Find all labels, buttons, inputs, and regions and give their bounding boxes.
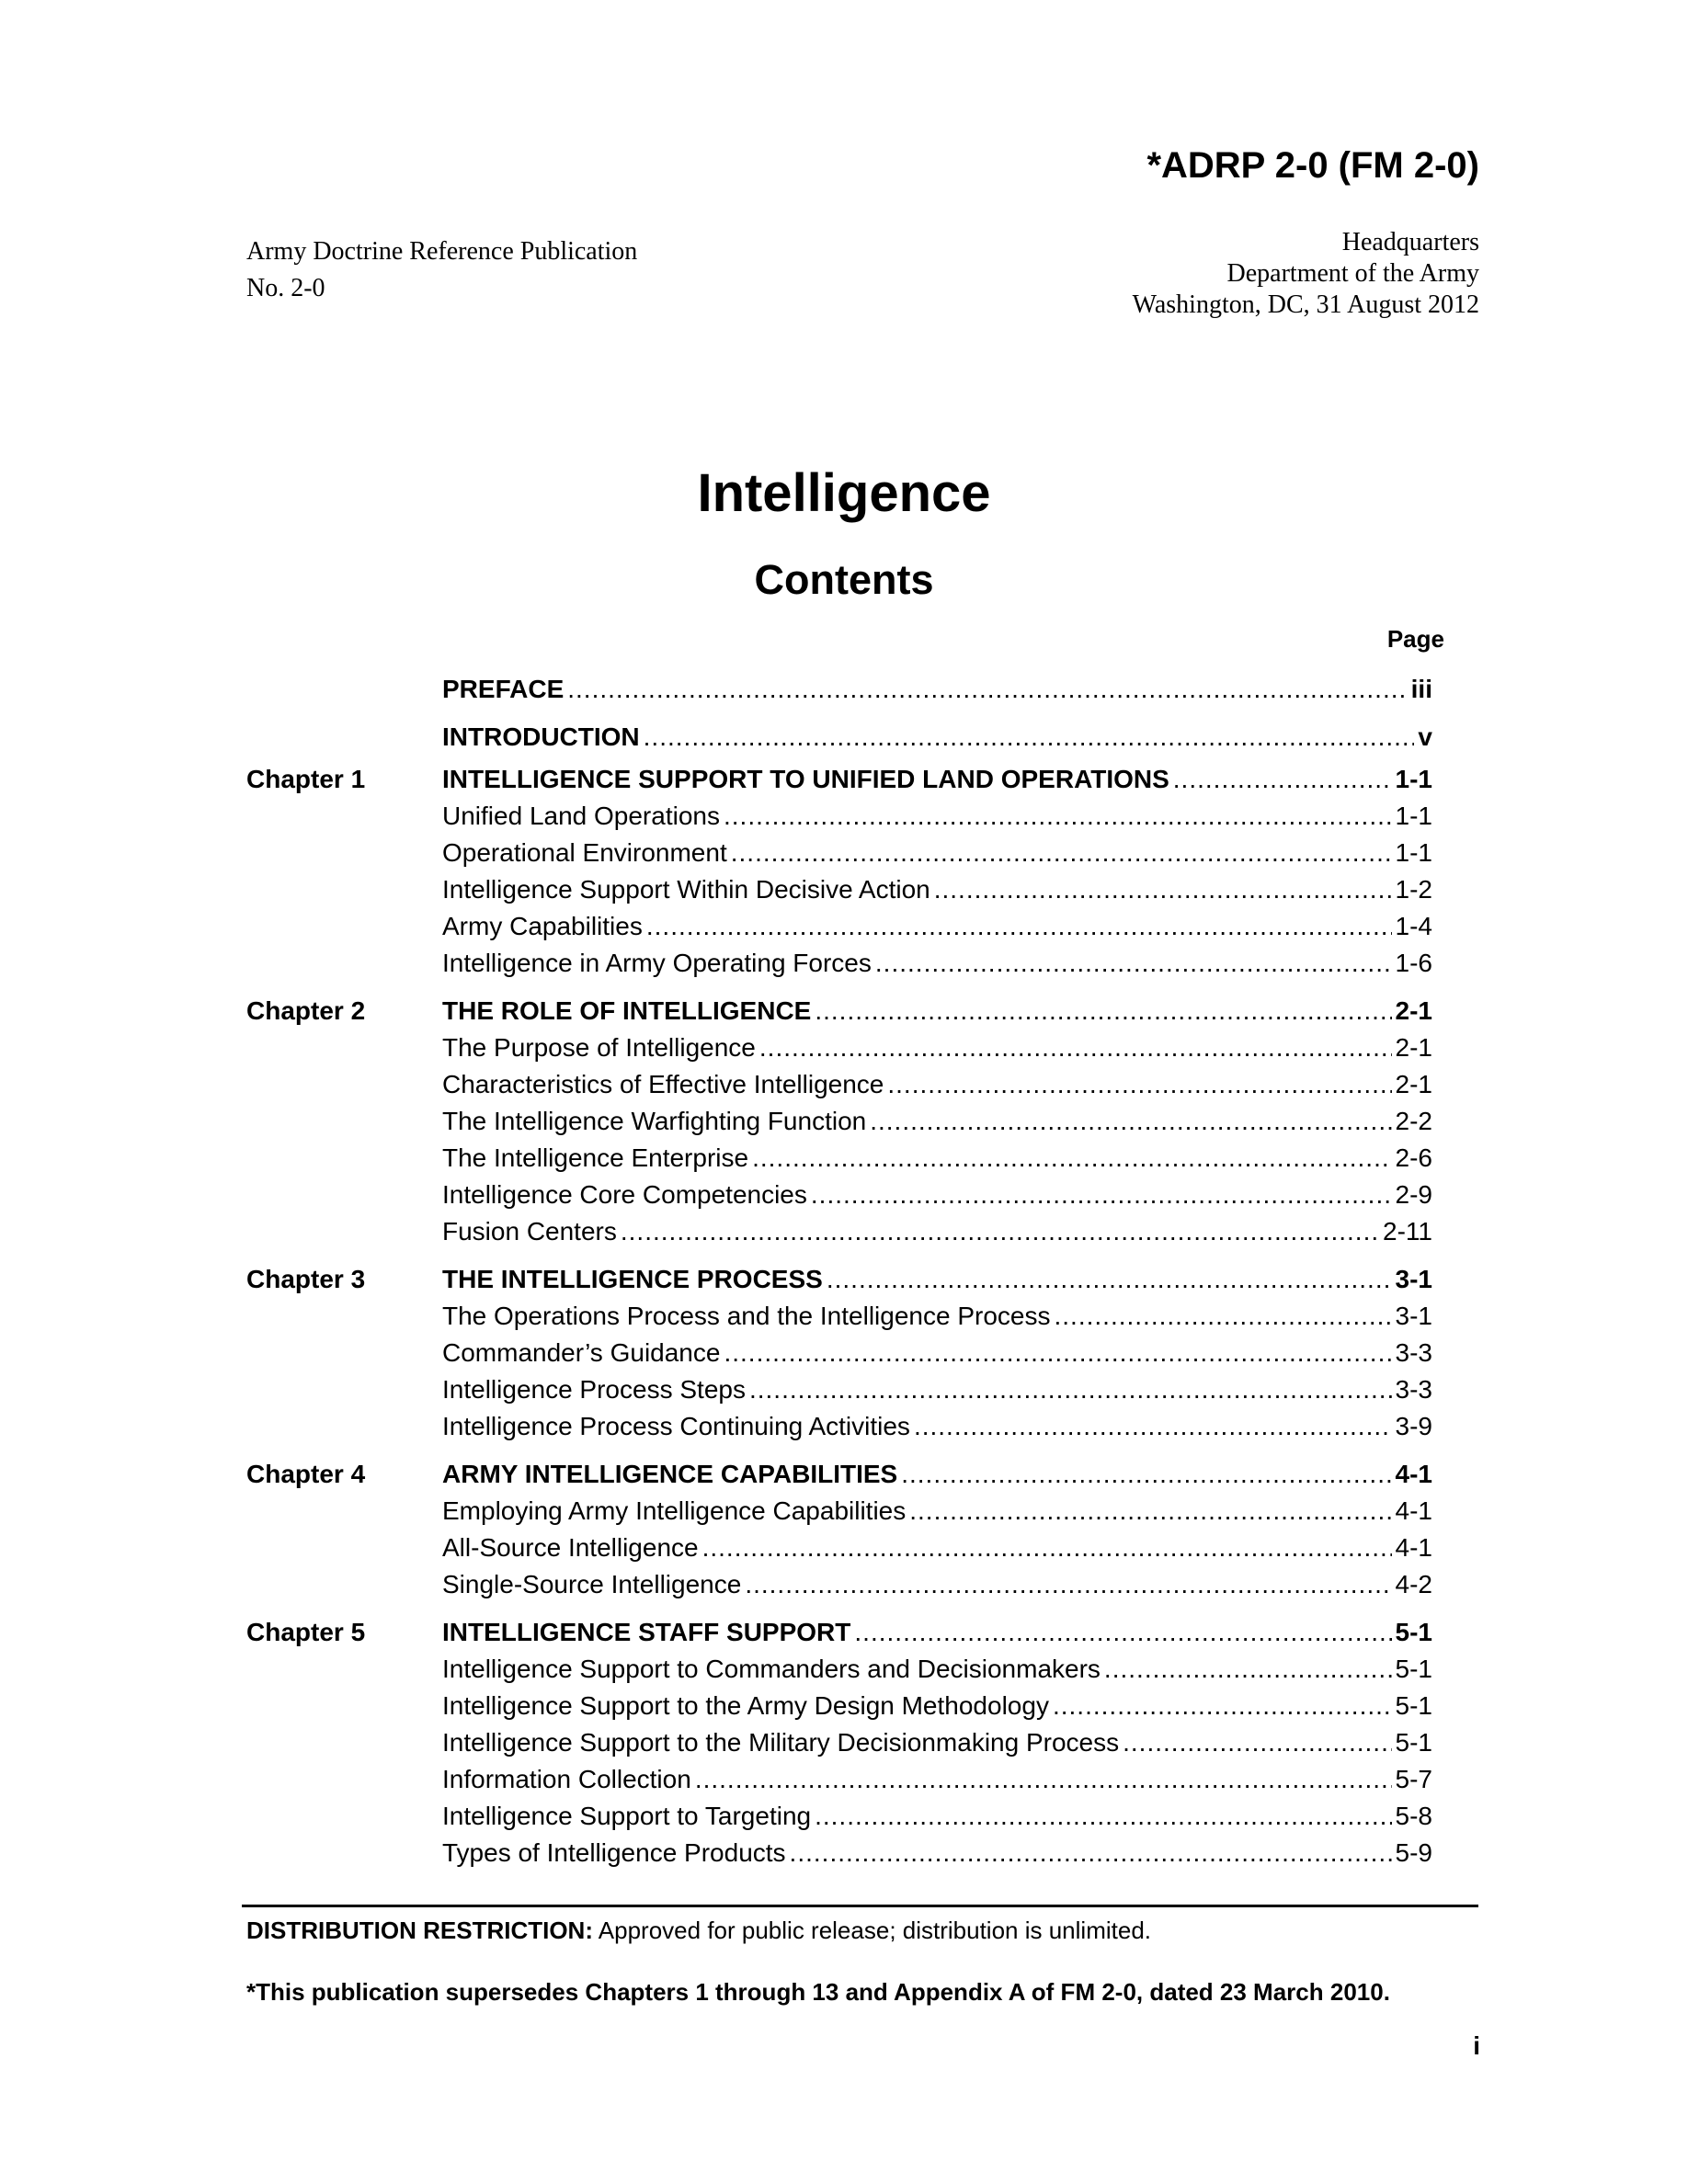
toc-entry-title: Intelligence Support Within Decisive Action: [442, 875, 930, 904]
toc-section-row[interactable]: [246, 1530, 1432, 1566]
distribution-restriction: [246, 1917, 1151, 1945]
toc-section-row[interactable]: [246, 908, 1432, 945]
toc-entry-title: The Purpose of Intelligence: [442, 1033, 756, 1062]
publication-type: Army Doctrine Reference Publication: [246, 237, 638, 266]
document-number: *ADRP 2-0 (FM 2-0): [1146, 145, 1479, 186]
toc-entry-page: 1-1: [1395, 765, 1432, 793]
toc-entry-page: 1-1: [1395, 838, 1432, 867]
toc-section-row[interactable]: [246, 1566, 1432, 1603]
toc-entry-title: ARMY INTELLIGENCE CAPABILITIES: [442, 1460, 898, 1488]
chapter-label: Chapter 3: [246, 1265, 366, 1293]
contents-heading: Contents: [754, 556, 934, 603]
table-of-contents: [246, 665, 1432, 1871]
toc-entry-title: Intelligence Support to Targeting: [442, 1802, 812, 1830]
toc-entry: [442, 1029, 1432, 1066]
toc-chapter-row[interactable]: [246, 1261, 1432, 1298]
page-column-label: Page: [1386, 625, 1444, 653]
toc-entry-page: iii: [1410, 675, 1432, 703]
toc-entry: [442, 1213, 1432, 1250]
toc-entry: [442, 1140, 1432, 1177]
toc-section-row[interactable]: [246, 1213, 1432, 1250]
toc-entry-title: INTELLIGENCE STAFF SUPPORT: [442, 1618, 851, 1646]
toc-section-row[interactable]: [246, 871, 1432, 908]
toc-entry-title: Intelligence in Army Operating Forces: [442, 949, 872, 977]
toc-entry-title: Intelligence Support to Commanders and Decisionmakers: [442, 1655, 1101, 1683]
toc-entry-page: 3-3: [1395, 1338, 1432, 1367]
toc-section-row[interactable]: [246, 1835, 1432, 1871]
dot-leader: [1173, 761, 1392, 798]
toc-section-row[interactable]: [246, 835, 1432, 871]
toc-entry-page: 2-1: [1395, 1070, 1432, 1098]
toc-entry: [442, 908, 1432, 945]
dot-leader: [621, 1213, 1379, 1250]
toc-entry-page: 3-9: [1395, 1412, 1432, 1440]
toc-entry: [442, 665, 1432, 713]
dot-leader: [745, 1566, 1391, 1603]
toc-entry-page: 2-6: [1395, 1143, 1432, 1172]
toc-section-row[interactable]: [246, 1140, 1432, 1177]
toc-entry: [442, 1798, 1432, 1835]
dot-leader: [644, 713, 1415, 761]
toc-entry: [442, 1261, 1432, 1298]
toc-entry: [442, 1177, 1432, 1213]
toc-entry-page: 4-2: [1395, 1570, 1432, 1598]
dot-leader: [815, 1798, 1391, 1835]
toc-entry-title: Intelligence Core Competencies: [442, 1180, 807, 1209]
toc-front-matter-row[interactable]: [246, 665, 1432, 713]
toc-entry: [442, 713, 1432, 761]
toc-entry: [442, 798, 1432, 835]
toc-entry: [442, 1066, 1432, 1103]
toc-entry-page: 4-1: [1395, 1533, 1432, 1562]
toc-entry: [442, 1456, 1432, 1493]
toc-chapter-row[interactable]: [246, 1614, 1432, 1651]
dot-leader: [815, 993, 1391, 1029]
toc-section-row[interactable]: [246, 1798, 1432, 1835]
toc-entry-page: 2-1: [1395, 1033, 1432, 1062]
toc-entry: [442, 1566, 1432, 1603]
toc-chapter-row[interactable]: [246, 761, 1432, 798]
dot-leader: [887, 1066, 1391, 1103]
toc-entry-title: Fusion Centers: [442, 1217, 617, 1246]
page-title: Intelligence: [697, 463, 991, 523]
toc-entry: [442, 1651, 1432, 1688]
toc-entry: [442, 945, 1432, 982]
chapter-label: Chapter 2: [246, 996, 366, 1025]
toc-section-row[interactable]: [246, 1688, 1432, 1724]
toc-front-matter-row[interactable]: [246, 713, 1432, 761]
toc-entry-page: 3-1: [1395, 1265, 1432, 1293]
toc-entry-title: Unified Land Operations: [442, 802, 720, 830]
toc-entry-page: 5-1: [1395, 1691, 1432, 1720]
toc-section-row[interactable]: [246, 1066, 1432, 1103]
page-number: i: [1473, 2031, 1480, 2060]
dot-leader: [1054, 1298, 1391, 1335]
headquarters-block: [1133, 227, 1479, 321]
toc-entry-page: 4-1: [1395, 1496, 1432, 1525]
toc-entry-title: PREFACE: [442, 675, 565, 703]
toc-entry-title: Characteristics of Effective Intelligence: [442, 1070, 884, 1098]
toc-entry-page: 3-1: [1395, 1302, 1432, 1330]
dot-leader: [934, 871, 1392, 908]
toc-entry-page: 5-1: [1395, 1618, 1432, 1646]
dot-leader: [724, 798, 1392, 835]
headquarters-line: Headquarters: [1341, 228, 1479, 256]
toc-entry-title: The Intelligence Warfighting Function: [442, 1107, 867, 1135]
toc-entry-page: 5-1: [1395, 1655, 1432, 1683]
dot-leader: [731, 835, 1392, 871]
toc-section-row[interactable]: [246, 1298, 1432, 1335]
toc-entry-title: Army Capabilities: [442, 912, 643, 940]
toc-entry: [442, 1298, 1432, 1335]
toc-section-row[interactable]: [246, 1761, 1432, 1798]
toc-section-row[interactable]: [246, 1724, 1432, 1761]
toc-entry: [442, 1835, 1432, 1871]
toc-entry-title: Single-Source Intelligence: [442, 1570, 742, 1598]
dot-leader: [811, 1177, 1392, 1213]
toc-entry: [442, 761, 1432, 798]
chapter-label: Chapter 1: [246, 765, 366, 793]
toc-entry: [442, 993, 1432, 1029]
toc-entry: [442, 1614, 1432, 1651]
toc-entry-title: Intelligence Support to the Army Design Methodology: [442, 1691, 1049, 1720]
toc-entry-page: 2-11: [1383, 1217, 1432, 1246]
toc-entry: [442, 835, 1432, 871]
publication-id: [246, 233, 637, 307]
dot-leader: [1104, 1651, 1392, 1688]
dot-leader: [870, 1103, 1391, 1140]
toc-entry: [442, 1688, 1432, 1724]
toc-entry: [442, 1335, 1432, 1371]
department-line: Department of the Army: [1226, 259, 1479, 288]
dot-leader: [790, 1835, 1392, 1871]
toc-entry: [442, 1761, 1432, 1798]
dot-leader: [909, 1493, 1391, 1530]
toc-entry: [442, 1724, 1432, 1761]
toc-entry-page: 1-4: [1395, 912, 1432, 940]
toc-entry-page: 2-9: [1395, 1180, 1432, 1209]
toc-entry-page: 5-8: [1395, 1802, 1432, 1830]
toc-section-row[interactable]: [246, 1493, 1432, 1530]
dot-leader: [875, 945, 1392, 982]
toc-entry-title: All-Source Intelligence: [442, 1533, 699, 1562]
toc-section-row[interactable]: [246, 1408, 1432, 1445]
toc-entry-page: 1-2: [1395, 875, 1432, 904]
dot-leader: [1123, 1724, 1391, 1761]
dot-leader: [1053, 1688, 1392, 1724]
dot-leader: [827, 1261, 1392, 1298]
toc-entry-page: 2-2: [1395, 1107, 1432, 1135]
toc-section-row[interactable]: [246, 1177, 1432, 1213]
toc-section-row[interactable]: [246, 1103, 1432, 1140]
toc-entry-page: 2-1: [1395, 996, 1432, 1025]
toc-chapter-row[interactable]: [246, 1456, 1432, 1493]
toc-entry: [442, 871, 1432, 908]
dot-leader: [702, 1530, 1392, 1566]
toc-entry: [442, 1530, 1432, 1566]
toc-entry-page: 1-6: [1395, 949, 1432, 977]
toc-entry-title: Information Collection: [442, 1765, 691, 1793]
dot-leader: [854, 1614, 1391, 1651]
dot-leader: [752, 1140, 1391, 1177]
dot-leader: [914, 1408, 1392, 1445]
dot-leader: [567, 665, 1407, 713]
toc-section-row[interactable]: [246, 1371, 1432, 1408]
dot-leader: [749, 1371, 1392, 1408]
toc-entry-title: Commander’s Guidance: [442, 1338, 721, 1367]
toc-entry-title: Types of Intelligence Products: [442, 1838, 786, 1867]
distribution-text: Approved for public release; distribution is unlimited.: [598, 1917, 1151, 1944]
toc-entry-title: THE INTELLIGENCE PROCESS: [442, 1265, 823, 1293]
toc-entry-page: 4-1: [1395, 1460, 1432, 1488]
distribution-label: DISTRIBUTION RESTRICTION:: [246, 1917, 593, 1944]
toc-entry-title: INTRODUCTION: [442, 722, 640, 751]
dot-leader: [901, 1456, 1391, 1493]
supersedes-note: *This publication supersedes Chapters 1 through 13 and Appendix A of FM 2-0, dated 23 March 2010.: [246, 1978, 1390, 2006]
toc-entry-title: Operational Environment: [442, 838, 727, 867]
toc-section-row[interactable]: [246, 945, 1432, 982]
toc-entry-page: 5-7: [1395, 1765, 1432, 1793]
toc-chapter-row[interactable]: [246, 993, 1432, 1029]
chapter-label: Chapter 5: [246, 1618, 366, 1646]
footer-divider: [242, 1905, 1478, 1907]
toc-entry-page: v: [1418, 722, 1432, 751]
chapter-label: Chapter 4: [246, 1460, 366, 1488]
toc-section-row[interactable]: [246, 1029, 1432, 1066]
toc-entry: [442, 1103, 1432, 1140]
toc-entry-title: Intelligence Process Continuing Activities: [442, 1412, 910, 1440]
toc-entry: [442, 1408, 1432, 1445]
dot-leader: [695, 1761, 1392, 1798]
toc-entry-title: Intelligence Process Steps: [442, 1375, 746, 1404]
toc-entry-page: 5-9: [1395, 1838, 1432, 1867]
dot-leader: [759, 1029, 1392, 1066]
toc-entry-title: The Intelligence Enterprise: [442, 1143, 749, 1172]
toc-entry: [442, 1371, 1432, 1408]
toc-section-row[interactable]: [246, 798, 1432, 835]
toc-entry-title: Employing Army Intelligence Capabilities: [442, 1496, 907, 1525]
toc-entry-title: INTELLIGENCE SUPPORT TO UNIFIED LAND OPERATIONS: [442, 765, 1169, 793]
toc-entry-page: 1-1: [1395, 802, 1432, 830]
toc-entry-title: The Operations Process and the Intelligence Process: [442, 1302, 1051, 1330]
toc-section-row[interactable]: [246, 1651, 1432, 1688]
dot-leader: [646, 908, 1392, 945]
toc-entry-page: 3-3: [1395, 1375, 1432, 1404]
toc-section-row[interactable]: [246, 1335, 1432, 1371]
publication-number: No. 2-0: [246, 274, 325, 302]
toc-entry: [442, 1493, 1432, 1530]
toc-entry-page: 5-1: [1395, 1728, 1432, 1757]
dot-leader: [724, 1335, 1391, 1371]
toc-entry-title: THE ROLE OF INTELLIGENCE: [442, 996, 812, 1025]
location-date-line: Washington, DC, 31 August 2012: [1132, 290, 1479, 319]
toc-entry-title: Intelligence Support to the Military Decisionmaking Process: [442, 1728, 1120, 1757]
